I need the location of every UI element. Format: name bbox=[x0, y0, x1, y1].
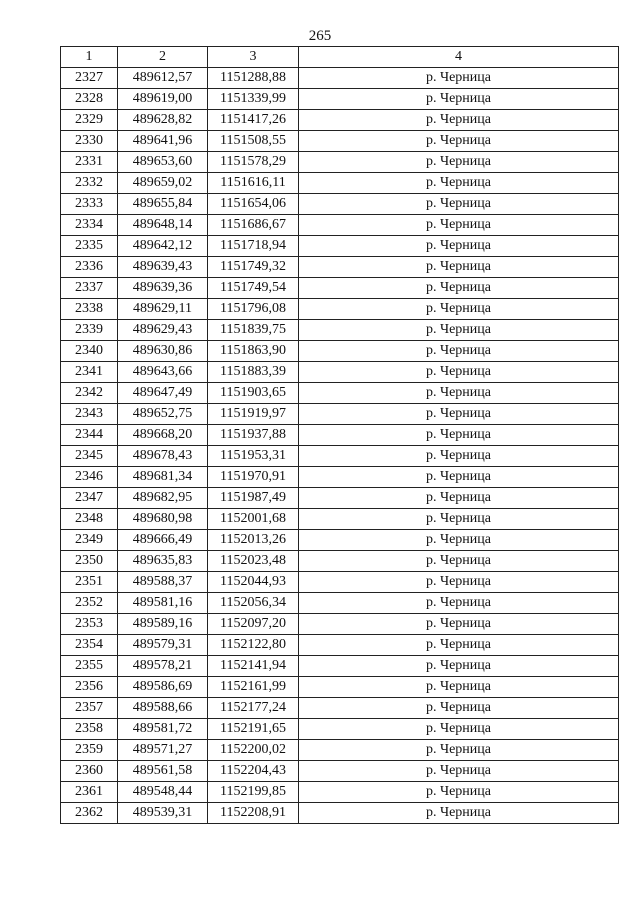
x-coordinate-cell: 489639,36 bbox=[118, 278, 208, 299]
description-cell: р. Черница bbox=[299, 131, 619, 152]
y-coordinate-cell: 1152204,43 bbox=[208, 761, 299, 782]
table-row bbox=[61, 110, 619, 131]
table-row bbox=[61, 803, 619, 824]
point-number-cell: 2340 bbox=[61, 341, 118, 362]
description-cell: р. Черница bbox=[299, 383, 619, 404]
description-cell: р. Черница bbox=[299, 152, 619, 173]
description-cell: р. Черница bbox=[299, 467, 619, 488]
table-row bbox=[61, 488, 619, 509]
x-coordinate-cell: 489581,16 bbox=[118, 593, 208, 614]
x-coordinate-cell: 489612,57 bbox=[118, 68, 208, 89]
table-row bbox=[61, 446, 619, 467]
table-row bbox=[61, 719, 619, 740]
point-number-cell: 2348 bbox=[61, 509, 118, 530]
table-row bbox=[61, 194, 619, 215]
y-coordinate-cell: 1151903,65 bbox=[208, 383, 299, 404]
y-coordinate-cell: 1152056,34 bbox=[208, 593, 299, 614]
table-row bbox=[61, 530, 619, 551]
y-coordinate-cell: 1151686,67 bbox=[208, 215, 299, 236]
y-coordinate-cell: 1151883,39 bbox=[208, 362, 299, 383]
table-row bbox=[61, 782, 619, 803]
description-cell: р. Черница bbox=[299, 761, 619, 782]
table-row bbox=[61, 173, 619, 194]
description-cell: р. Черница bbox=[299, 68, 619, 89]
coordinates-table bbox=[60, 46, 619, 824]
table-row bbox=[61, 131, 619, 152]
y-coordinate-cell: 1152141,94 bbox=[208, 656, 299, 677]
y-coordinate-cell: 1151987,49 bbox=[208, 488, 299, 509]
description-cell: р. Черница bbox=[299, 278, 619, 299]
x-coordinate-cell: 489561,58 bbox=[118, 761, 208, 782]
table-row bbox=[61, 89, 619, 110]
description-cell: р. Черница bbox=[299, 425, 619, 446]
point-number-cell: 2347 bbox=[61, 488, 118, 509]
point-number-cell: 2355 bbox=[61, 656, 118, 677]
description-cell: р. Черница bbox=[299, 509, 619, 530]
y-coordinate-cell: 1152013,26 bbox=[208, 530, 299, 551]
y-coordinate-cell: 1151508,55 bbox=[208, 131, 299, 152]
description-cell: р. Черница bbox=[299, 572, 619, 593]
header-col-2: 2 bbox=[118, 47, 208, 68]
x-coordinate-cell: 489648,14 bbox=[118, 215, 208, 236]
x-coordinate-cell: 489619,00 bbox=[118, 89, 208, 110]
x-coordinate-cell: 489653,60 bbox=[118, 152, 208, 173]
description-cell: р. Черница bbox=[299, 110, 619, 131]
table-row bbox=[61, 761, 619, 782]
y-coordinate-cell: 1152208,91 bbox=[208, 803, 299, 824]
description-cell: р. Черница bbox=[299, 656, 619, 677]
y-coordinate-cell: 1151937,88 bbox=[208, 425, 299, 446]
x-coordinate-cell: 489539,31 bbox=[118, 803, 208, 824]
description-cell: р. Черница bbox=[299, 593, 619, 614]
x-coordinate-cell: 489643,66 bbox=[118, 362, 208, 383]
x-coordinate-cell: 489652,75 bbox=[118, 404, 208, 425]
point-number-cell: 2344 bbox=[61, 425, 118, 446]
x-coordinate-cell: 489682,95 bbox=[118, 488, 208, 509]
x-coordinate-cell: 489579,31 bbox=[118, 635, 208, 656]
x-coordinate-cell: 489678,43 bbox=[118, 446, 208, 467]
point-number-cell: 2341 bbox=[61, 362, 118, 383]
point-number-cell: 2357 bbox=[61, 698, 118, 719]
table-row bbox=[61, 404, 619, 425]
description-cell: р. Черница bbox=[299, 173, 619, 194]
x-coordinate-cell: 489588,66 bbox=[118, 698, 208, 719]
point-number-cell: 2352 bbox=[61, 593, 118, 614]
x-coordinate-cell: 489571,27 bbox=[118, 740, 208, 761]
table-row bbox=[61, 572, 619, 593]
point-number-cell: 2332 bbox=[61, 173, 118, 194]
table-row bbox=[61, 551, 619, 572]
y-coordinate-cell: 1152122,80 bbox=[208, 635, 299, 656]
table-row bbox=[61, 656, 619, 677]
x-coordinate-cell: 489647,49 bbox=[118, 383, 208, 404]
y-coordinate-cell: 1152023,48 bbox=[208, 551, 299, 572]
table-body bbox=[61, 68, 619, 824]
point-number-cell: 2350 bbox=[61, 551, 118, 572]
x-coordinate-cell: 489659,02 bbox=[118, 173, 208, 194]
y-coordinate-cell: 1151749,54 bbox=[208, 278, 299, 299]
y-coordinate-cell: 1151288,88 bbox=[208, 68, 299, 89]
y-coordinate-cell: 1151839,75 bbox=[208, 320, 299, 341]
point-number-cell: 2353 bbox=[61, 614, 118, 635]
description-cell: р. Черница bbox=[299, 320, 619, 341]
table-row bbox=[61, 509, 619, 530]
x-coordinate-cell: 489639,43 bbox=[118, 257, 208, 278]
description-cell: р. Черница bbox=[299, 488, 619, 509]
page-number: 265 bbox=[308, 28, 332, 44]
x-coordinate-cell: 489588,37 bbox=[118, 572, 208, 593]
point-number-cell: 2351 bbox=[61, 572, 118, 593]
description-cell: р. Черница bbox=[299, 551, 619, 572]
table-row bbox=[61, 425, 619, 446]
point-number-cell: 2345 bbox=[61, 446, 118, 467]
x-coordinate-cell: 489641,96 bbox=[118, 131, 208, 152]
x-coordinate-cell: 489578,21 bbox=[118, 656, 208, 677]
y-coordinate-cell: 1151616,11 bbox=[208, 173, 299, 194]
table-row bbox=[61, 593, 619, 614]
point-number-cell: 2343 bbox=[61, 404, 118, 425]
point-number-cell: 2354 bbox=[61, 635, 118, 656]
y-coordinate-cell: 1151863,90 bbox=[208, 341, 299, 362]
table-row bbox=[61, 257, 619, 278]
x-coordinate-cell: 489629,43 bbox=[118, 320, 208, 341]
header-col-4: 4 bbox=[299, 47, 619, 68]
x-coordinate-cell: 489630,86 bbox=[118, 341, 208, 362]
table-row bbox=[61, 341, 619, 362]
point-number-cell: 2358 bbox=[61, 719, 118, 740]
description-cell: р. Черница bbox=[299, 719, 619, 740]
point-number-cell: 2329 bbox=[61, 110, 118, 131]
point-number-cell: 2339 bbox=[61, 320, 118, 341]
description-cell: р. Черница bbox=[299, 677, 619, 698]
description-cell: р. Черница bbox=[299, 782, 619, 803]
table-row bbox=[61, 362, 619, 383]
y-coordinate-cell: 1151953,31 bbox=[208, 446, 299, 467]
y-coordinate-cell: 1152191,65 bbox=[208, 719, 299, 740]
x-coordinate-cell: 489586,69 bbox=[118, 677, 208, 698]
x-coordinate-cell: 489666,49 bbox=[118, 530, 208, 551]
point-number-cell: 2327 bbox=[61, 68, 118, 89]
y-coordinate-cell: 1152177,24 bbox=[208, 698, 299, 719]
point-number-cell: 2362 bbox=[61, 803, 118, 824]
x-coordinate-cell: 489655,84 bbox=[118, 194, 208, 215]
point-number-cell: 2346 bbox=[61, 467, 118, 488]
description-cell: р. Черница bbox=[299, 635, 619, 656]
description-cell: р. Черница bbox=[299, 215, 619, 236]
table-row bbox=[61, 698, 619, 719]
point-number-cell: 2349 bbox=[61, 530, 118, 551]
description-cell: р. Черница bbox=[299, 236, 619, 257]
description-cell: р. Черница bbox=[299, 698, 619, 719]
x-coordinate-cell: 489668,20 bbox=[118, 425, 208, 446]
y-coordinate-cell: 1152097,20 bbox=[208, 614, 299, 635]
x-coordinate-cell: 489635,83 bbox=[118, 551, 208, 572]
table-row bbox=[61, 740, 619, 761]
table-row bbox=[61, 635, 619, 656]
description-cell: р. Черница bbox=[299, 740, 619, 761]
point-number-cell: 2356 bbox=[61, 677, 118, 698]
y-coordinate-cell: 1152161,99 bbox=[208, 677, 299, 698]
point-number-cell: 2331 bbox=[61, 152, 118, 173]
y-coordinate-cell: 1152200,02 bbox=[208, 740, 299, 761]
x-coordinate-cell: 489680,98 bbox=[118, 509, 208, 530]
y-coordinate-cell: 1151718,94 bbox=[208, 236, 299, 257]
table-row bbox=[61, 614, 619, 635]
y-coordinate-cell: 1152044,93 bbox=[208, 572, 299, 593]
description-cell: р. Черница bbox=[299, 89, 619, 110]
x-coordinate-cell: 489581,72 bbox=[118, 719, 208, 740]
header-col-3: 3 bbox=[208, 47, 299, 68]
table-row bbox=[61, 467, 619, 488]
header-row bbox=[61, 47, 619, 68]
description-cell: р. Черница bbox=[299, 530, 619, 551]
x-coordinate-cell: 489681,34 bbox=[118, 467, 208, 488]
point-number-cell: 2360 bbox=[61, 761, 118, 782]
table-row bbox=[61, 299, 619, 320]
y-coordinate-cell: 1151578,29 bbox=[208, 152, 299, 173]
point-number-cell: 2328 bbox=[61, 89, 118, 110]
y-coordinate-cell: 1151796,08 bbox=[208, 299, 299, 320]
y-coordinate-cell: 1151749,32 bbox=[208, 257, 299, 278]
y-coordinate-cell: 1151654,06 bbox=[208, 194, 299, 215]
header-col-1: 1 bbox=[61, 47, 118, 68]
table-row bbox=[61, 278, 619, 299]
description-cell: р. Черница bbox=[299, 446, 619, 467]
description-cell: р. Черница bbox=[299, 803, 619, 824]
x-coordinate-cell: 489589,16 bbox=[118, 614, 208, 635]
table-header bbox=[61, 47, 619, 68]
point-number-cell: 2338 bbox=[61, 299, 118, 320]
description-cell: р. Черница bbox=[299, 614, 619, 635]
point-number-cell: 2342 bbox=[61, 383, 118, 404]
point-number-cell: 2333 bbox=[61, 194, 118, 215]
x-coordinate-cell: 489642,12 bbox=[118, 236, 208, 257]
x-coordinate-cell: 489628,82 bbox=[118, 110, 208, 131]
point-number-cell: 2335 bbox=[61, 236, 118, 257]
point-number-cell: 2361 bbox=[61, 782, 118, 803]
x-coordinate-cell: 489629,11 bbox=[118, 299, 208, 320]
table-row bbox=[61, 152, 619, 173]
table-row bbox=[61, 383, 619, 404]
point-number-cell: 2359 bbox=[61, 740, 118, 761]
y-coordinate-cell: 1151919,97 bbox=[208, 404, 299, 425]
table-row bbox=[61, 236, 619, 257]
x-coordinate-cell: 489548,44 bbox=[118, 782, 208, 803]
y-coordinate-cell: 1151417,26 bbox=[208, 110, 299, 131]
description-cell: р. Черница bbox=[299, 362, 619, 383]
point-number-cell: 2334 bbox=[61, 215, 118, 236]
description-cell: р. Черница bbox=[299, 257, 619, 278]
description-cell: р. Черница bbox=[299, 194, 619, 215]
table-row bbox=[61, 320, 619, 341]
point-number-cell: 2336 bbox=[61, 257, 118, 278]
table-row bbox=[61, 68, 619, 89]
y-coordinate-cell: 1152199,85 bbox=[208, 782, 299, 803]
y-coordinate-cell: 1152001,68 bbox=[208, 509, 299, 530]
description-cell: р. Черница bbox=[299, 341, 619, 362]
y-coordinate-cell: 1151970,91 bbox=[208, 467, 299, 488]
point-number-cell: 2337 bbox=[61, 278, 118, 299]
table-row bbox=[61, 677, 619, 698]
description-cell: р. Черница bbox=[299, 299, 619, 320]
point-number-cell: 2330 bbox=[61, 131, 118, 152]
table-row bbox=[61, 215, 619, 236]
y-coordinate-cell: 1151339,99 bbox=[208, 89, 299, 110]
description-cell: р. Черница bbox=[299, 404, 619, 425]
